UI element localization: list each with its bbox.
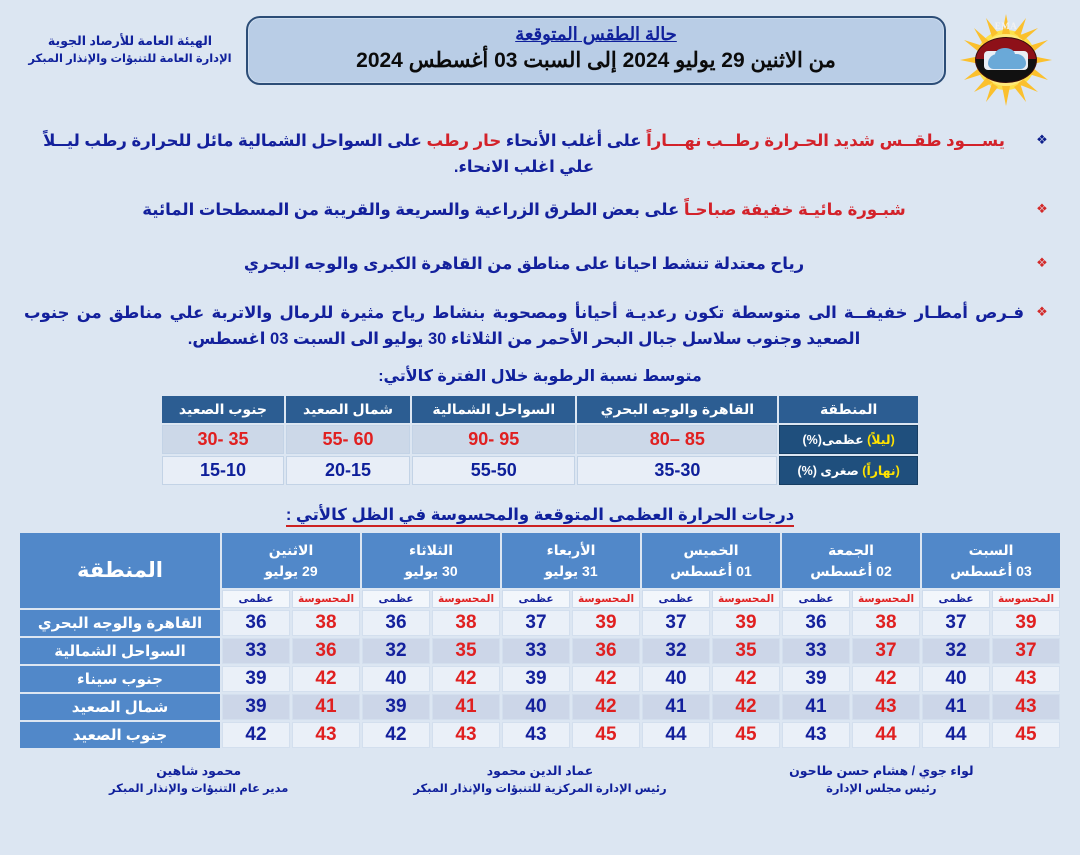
temp-max-r1-d1: 32 (362, 638, 430, 664)
table-row (20, 666, 1060, 692)
subheader-max-0: عظمى (922, 590, 990, 608)
day-name: الاثنين (268, 542, 314, 559)
temp-felt-r4-d5: 45 (992, 722, 1060, 748)
table-row (162, 425, 918, 454)
cloud-icon (988, 54, 1026, 69)
temp-felt-r4-d4: 44 (852, 722, 920, 748)
bullet-text-4 (24, 300, 1024, 353)
temp-felt-r1-d3: 35 (712, 638, 780, 664)
temperature-table (18, 531, 1062, 750)
diamond-bullet-icon: ❖ (1036, 132, 1048, 147)
day-date: 03 أغسطس (950, 562, 1032, 579)
humidity-cell-r1-c2: 20-15 (286, 456, 410, 485)
signature-block-1 (369, 762, 710, 798)
temp-felt-r3-d0: 41 (292, 694, 360, 720)
subheader-max-2: عظمى (642, 590, 710, 608)
list-item (24, 128, 1050, 181)
temp-max-r3-d3: 41 (642, 694, 710, 720)
temp-max-r3-d5: 41 (922, 694, 990, 720)
org-name-line2: الإدارة العامة للتنبؤات والإنذار المبكر (28, 52, 232, 65)
temp-felt-r3-d1: 41 (432, 694, 500, 720)
temp-felt-r4-d2: 45 (572, 722, 640, 748)
day-name: السبت (968, 542, 1014, 559)
page-title: حالة الطقس المتوقعة (515, 24, 677, 44)
temp-max-r3-d1: 39 (362, 694, 430, 720)
day-name: الثلاثاء (408, 542, 454, 559)
temp-felt-r4-d1: 43 (432, 722, 500, 748)
temp-felt-r1-d0: 36 (292, 638, 360, 664)
day-date: 01 أغسطس (670, 562, 752, 579)
page-footer (0, 756, 1080, 798)
temp-felt-r4-d0: 43 (292, 722, 360, 748)
bullet-1-segment-0: يســـود طقــس شديد الحـرارة رطــب نهـــاراً (641, 132, 1005, 150)
temp-felt-r2-d1: 42 (432, 666, 500, 692)
list-item (24, 251, 1050, 277)
temp-max-r0-d3: 37 (642, 610, 710, 636)
temperature-table-body (20, 610, 1060, 748)
temp-felt-r0-d4: 38 (852, 610, 920, 636)
temp-felt-r0-d1: 38 (432, 610, 500, 636)
humidity-cell-r0-c3: 35 -30 (162, 425, 284, 454)
temp-max-r1-d0: 33 (222, 638, 290, 664)
day-header-0 (922, 533, 1060, 588)
temperature-caption-text: درجات الحرارة العظمى المتوقعة والمحسوسة في الظل كالأتي : (286, 506, 794, 527)
day-date: 31 يوليو (544, 562, 598, 579)
temp-felt-r0-d3: 39 (712, 610, 780, 636)
organization-block (14, 10, 246, 68)
temperature-region-1: السواحل الشمالية (20, 638, 220, 664)
day-header-3 (502, 533, 640, 588)
day-date: 30 يوليو (404, 562, 458, 579)
day-header-4 (362, 533, 500, 588)
temp-max-r4-d1: 42 (362, 722, 430, 748)
temperature-region-3: شمال الصعيد (20, 694, 220, 720)
signature-block-2 (28, 762, 369, 798)
title-box (246, 16, 946, 85)
temperature-region-4: جنوب الصعيد (20, 722, 220, 748)
humidity-cell-r0-c2: 60 -55 (286, 425, 410, 454)
bullet-3-segment-0: رياح معتدلة تنشط احيانا على مناطق من القاهرة الكبرى والوجه البحري (243, 255, 805, 274)
temp-max-r0-d0: 36 (222, 610, 290, 636)
humidity-row-label-0 (779, 425, 918, 454)
temp-felt-r3-d4: 43 (852, 694, 920, 720)
temp-max-r1-d4: 33 (782, 638, 850, 664)
temp-max-r4-d0: 42 (222, 722, 290, 748)
day-name: الجمعة (828, 542, 874, 559)
diamond-bullet-icon: ❖ (1036, 303, 1048, 319)
day-header-1 (782, 533, 920, 588)
temp-felt-r2-d0: 42 (292, 666, 360, 692)
humidity-col-header-3: جنوب الصعيد (162, 396, 284, 423)
table-header-row (162, 396, 918, 423)
humidity-cell-r1-c0: 35-30 (577, 456, 777, 485)
logo-emblem-disc (975, 37, 1037, 83)
bullet-1-segment-2: حار رطب (421, 132, 502, 150)
humidity-col-header-0: القاهرة والوجه البحري (577, 396, 777, 423)
humidity-cell-r0-c0: 85 –80 (577, 425, 777, 454)
temp-max-r2-d3: 40 (642, 666, 710, 692)
subheader-felt-3: المحسوسة (572, 590, 640, 608)
humidity-col-header-2: شمال الصعيد (286, 396, 410, 423)
humidity-table (160, 394, 920, 487)
logo-acronym: EMA (994, 21, 1018, 31)
diamond-bullet-icon: ❖ (1036, 255, 1048, 271)
temp-max-r3-d0: 39 (222, 694, 290, 720)
temp-max-r4-d3: 44 (642, 722, 710, 748)
org-name-line1: الهيئة العامة للأرصاد الجوية (47, 34, 213, 48)
diamond-bullet-icon: ❖ (1036, 200, 1048, 216)
bullet-text-1 (24, 128, 1024, 181)
signature-name: محمود شاهين (156, 763, 242, 778)
bullet-2-segment-0: شبـورة مائيـة خفيفة صباحـاً (679, 200, 906, 219)
subheader-felt-4: المحسوسة (432, 590, 500, 608)
day-name: الخميس (683, 542, 739, 559)
table-row (20, 610, 1060, 636)
table-row (20, 694, 1060, 720)
list-item (24, 197, 1050, 223)
table-row (20, 638, 1060, 664)
bullet-2-segment-1: على بعض الطرق الزراعية والسريعة والقريبة من المسطحات المائية (142, 200, 680, 219)
temp-max-r1-d3: 32 (642, 638, 710, 664)
bullet-text-2 (24, 197, 1024, 223)
temperature-region-0: القاهرة والوجه البحري (20, 610, 220, 636)
page-header (0, 0, 1080, 120)
subheader-felt-0: المحسوسة (992, 590, 1060, 608)
temp-max-r4-d2: 43 (502, 722, 570, 748)
bullet-text-3 (24, 251, 1024, 277)
temp-max-r1-d2: 33 (502, 638, 570, 664)
subheader-felt-1: المحسوسة (852, 590, 920, 608)
signature-role: رئيس مجلس الإدارة (826, 782, 937, 795)
humidity-region-header: المنطقة (779, 396, 918, 423)
bullet-4-segment-0: فـرص أمطـار خفيفــة الى متوسطة تكون رعديـة أحيانأ ومصحوبة بنشاط رياح مثيرة للرمال والاتربة علي مناطق من جنوب الصعيد وجنوب سلاسل جبال البحر الأحمر من الثلاثاء 30 يوليو الى السبت 03 اغسطس. (24, 303, 1024, 348)
temp-max-r4-d5: 44 (922, 722, 990, 748)
humidity-col-header-1: السواحل الشمالية (412, 396, 575, 423)
humidity-section (0, 366, 1080, 487)
temp-max-r4-d4: 43 (782, 722, 850, 748)
table-header-row (20, 533, 1060, 588)
signature-role: رئيس الإدارة المركزية للتنبؤات والإنذار المبكر (413, 782, 667, 795)
temp-felt-r2-d2: 42 (572, 666, 640, 692)
humidity-row-label-main: صغرى (%) (797, 464, 859, 479)
date-range-subtitle: من الاثنين 29 يوليو 2024 إلى السبت 03 أغسطس 2024 (356, 49, 836, 72)
temperature-table-head (20, 533, 1060, 608)
ema-sun-logo-icon (958, 12, 1054, 108)
humidity-row-label-period: (نهاراً) (862, 464, 900, 479)
day-date: 29 يوليو (264, 562, 318, 579)
temp-felt-r2-d3: 42 (712, 666, 780, 692)
temp-felt-r0-d5: 39 (992, 610, 1060, 636)
logo-container (946, 10, 1066, 110)
humidity-row-label-main: عظمى(%) (802, 433, 864, 448)
temp-max-r2-d4: 39 (782, 666, 850, 692)
subheader-felt-2: المحسوسة (712, 590, 780, 608)
temp-max-r2-d2: 39 (502, 666, 570, 692)
temp-felt-r0-d0: 38 (292, 610, 360, 636)
day-header-2 (642, 533, 780, 588)
temp-felt-r3-d5: 43 (992, 694, 1060, 720)
signature-block-0 (711, 762, 1052, 798)
temp-felt-r2-d5: 43 (992, 666, 1060, 692)
temp-felt-r0-d2: 39 (572, 610, 640, 636)
temp-max-r2-d0: 39 (222, 666, 290, 692)
temp-felt-r1-d2: 36 (572, 638, 640, 664)
table-row (20, 722, 1060, 748)
subheader-max-1: عظمى (782, 590, 850, 608)
temp-max-r0-d5: 37 (922, 610, 990, 636)
day-name: الأربعاء (546, 542, 596, 559)
temp-felt-r1-d4: 37 (852, 638, 920, 664)
signature-name: لواء جوي / هشام حسن طاحون (789, 763, 974, 778)
temp-felt-r1-d1: 35 (432, 638, 500, 664)
bullet-1-segment-1: على أغلب الأنحاء (501, 132, 642, 150)
day-header-5 (222, 533, 360, 588)
temp-max-r2-d5: 40 (922, 666, 990, 692)
table-row (162, 456, 918, 485)
day-date: 02 أغسطس (810, 562, 892, 579)
temperature-caption (18, 505, 1062, 525)
humidity-table-body (162, 425, 918, 485)
temp-felt-r1-d5: 37 (992, 638, 1060, 664)
signature-name: عماد الدين محمود (486, 763, 594, 778)
temp-felt-r3-d2: 42 (572, 694, 640, 720)
humidity-cell-r1-c1: 55-50 (412, 456, 575, 485)
temp-max-r0-d4: 36 (782, 610, 850, 636)
subheader-felt-5: المحسوسة (292, 590, 360, 608)
temperature-region-header: المنطقة (20, 533, 220, 608)
forecast-bullet-list (0, 120, 1080, 352)
temp-felt-r4-d3: 45 (712, 722, 780, 748)
humidity-cell-r0-c1: 95 -90 (412, 425, 575, 454)
list-item (24, 300, 1050, 353)
temperature-section (0, 505, 1080, 750)
humidity-row-label-1 (779, 456, 918, 485)
temp-max-r0-d1: 36 (362, 610, 430, 636)
temp-felt-r2-d4: 42 (852, 666, 920, 692)
temp-max-r0-d2: 37 (502, 610, 570, 636)
humidity-row-label-period: (ليلاً) (867, 433, 895, 448)
subheader-max-3: عظمى (502, 590, 570, 608)
temp-max-r2-d1: 40 (362, 666, 430, 692)
temp-max-r1-d5: 32 (922, 638, 990, 664)
humidity-cell-r1-c3: 15-10 (162, 456, 284, 485)
temp-max-r3-d2: 40 (502, 694, 570, 720)
temp-felt-r3-d3: 42 (712, 694, 780, 720)
bullet-1-segment-3: على السواحل الشمالية مائل للحرارة رطب ليــلاً علي اغلب الانحاء. (43, 132, 595, 177)
temperature-region-2: جنوب سيناء (20, 666, 220, 692)
subheader-max-4: عظمى (362, 590, 430, 608)
subheader-max-5: عظمى (222, 590, 290, 608)
humidity-caption: متوسط نسبة الرطوبة خلال الفترة كالأتي: (378, 368, 702, 386)
temp-max-r3-d4: 41 (782, 694, 850, 720)
signature-role: مدير عام التنبؤات والإنذار المبكر (109, 782, 289, 795)
